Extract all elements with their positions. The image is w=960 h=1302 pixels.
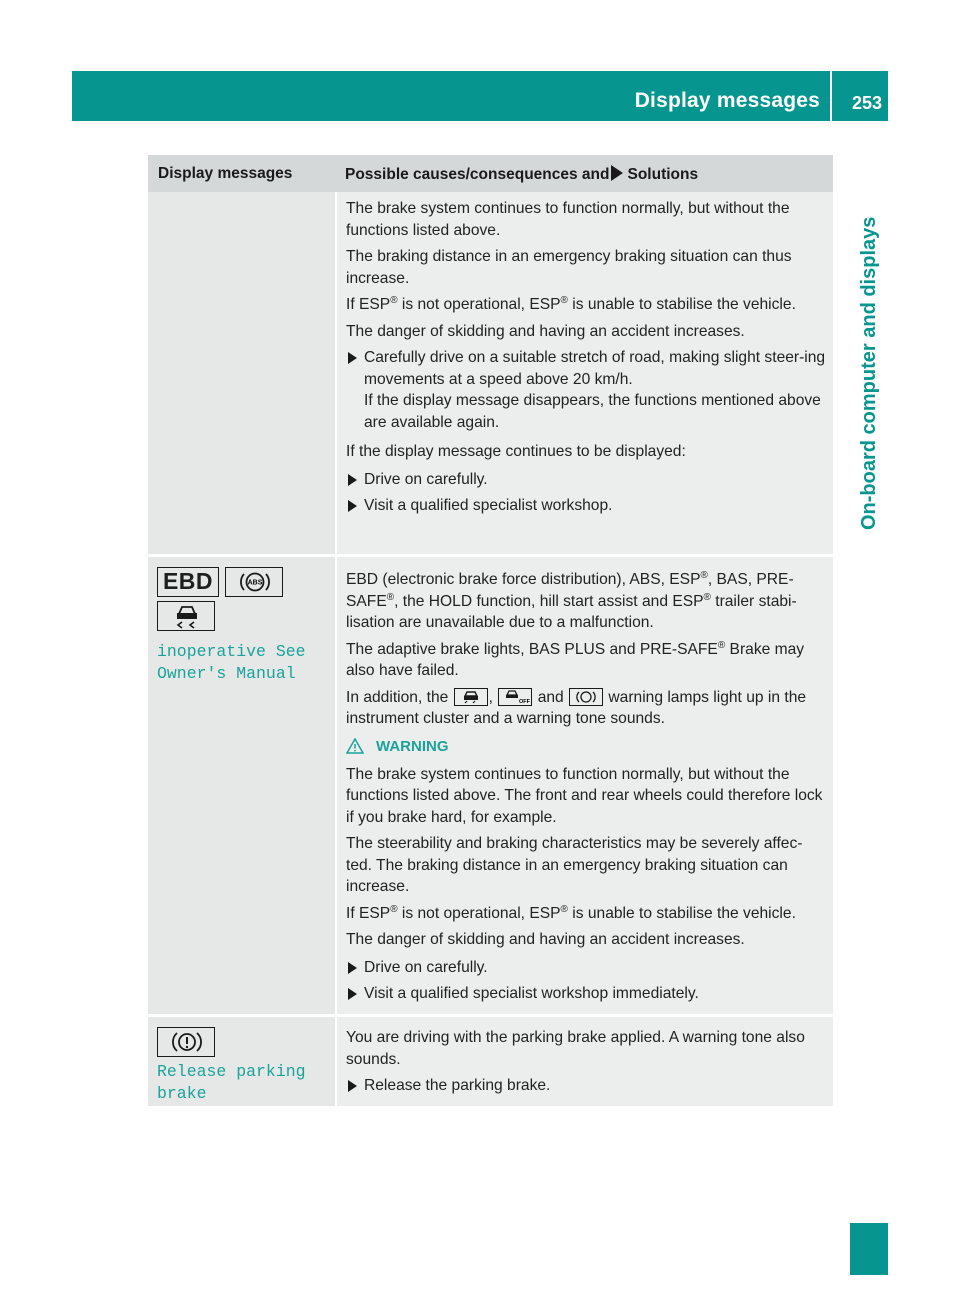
esp-off-icon <box>498 688 532 706</box>
column-header-causes: Possible causes/consequences and Solutions <box>345 166 699 183</box>
display-text: Release parking <box>157 1062 306 1081</box>
warning-heading: WARNING <box>346 738 827 755</box>
list-item: Drive on carefully. <box>346 957 827 979</box>
header-title: Display messages <box>634 89 820 112</box>
svg-text:ABS: ABS <box>248 579 263 587</box>
svg-text:OFF: OFF <box>519 698 531 705</box>
side-tab-marker <box>850 1223 888 1275</box>
warning-triangle-icon <box>346 738 364 754</box>
esp-skid-icon <box>454 688 488 706</box>
abs-icon <box>569 688 603 706</box>
page-header <box>72 71 888 121</box>
header-divider <box>830 71 832 121</box>
abs-icon <box>225 567 283 597</box>
table-row <box>148 554 833 1014</box>
side-tab-label: On-board computer and displays <box>858 216 880 530</box>
table-row <box>148 192 833 554</box>
bullet-arrow-icon <box>611 165 623 181</box>
display-messages-table <box>148 155 833 1106</box>
display-text: Owner's Manual <box>157 663 296 683</box>
list-item: Release the parking brake. <box>346 1075 827 1097</box>
ebd-icon: EBD <box>157 567 219 597</box>
list-item: Visit a qualified specialist workshop immediately. <box>346 983 827 1005</box>
parking-brake-icon <box>157 1027 215 1057</box>
display-message-cell <box>148 557 335 1014</box>
table-row <box>148 1014 833 1106</box>
causes-cell: The brake system continues to function normally, but without the functions listed above. The braking distance in an emergency braking situation can thus increase. If ESP® is not operational, ESP® is unable to stabilise the vehicle. The danger of skidding and having an accident increases. Carefully drive on a suitable stretch of road, making slight steer-ing movements at a speed above 20 km/h. If the display message disappears, the functions mentioned above are available again. If the display message continues to be displayed: Drive on carefully. Visit a qualified specialist workshop. <box>335 192 833 554</box>
page-number: 253 <box>851 93 882 113</box>
list-item: Carefully drive on a suitable stretch of road, making slight steer-ing movements at a speed above 20 km/h. If the display message disappears, the functions mentioned above are available again. <box>346 347 827 433</box>
display-text: brake <box>157 1083 207 1103</box>
list-item: Drive on carefully. <box>346 469 827 491</box>
esp-skid-icon <box>157 601 215 631</box>
display-message-cell <box>148 1017 335 1106</box>
causes-cell: You are driving with the parking brake applied. A warning tone also sounds. Release the parking brake. <box>335 1017 833 1106</box>
display-message-cell <box>148 192 335 554</box>
list-item: Visit a qualified specialist workshop. <box>346 495 827 517</box>
column-header-display-messages: Display messages <box>158 165 293 182</box>
causes-cell: EBD (electronic brake force distribution), ABS, ESP®, BAS, PRE-SAFE®, the HOLD function, hill start assist and ESP® trailer stabi-lisation are unavailable due to a malfunction. The adaptive brake lights, BAS PLUS and PRE-SAFE® Brake may also have failed. In addition, the , OFF and warning lamps light up in the instrument cluster and a warning tone sounds. WARNING The brake system continues to function normally, but without the functions listed above. The front and rear wheels could therefore lock if you brake hard, for example. The steerability and braking characteristics may be severely affec-ted. The braking distance in an emergency braking situation can increase. If ESP® is not operational, ESP® is unable to stabilise the vehicle. The danger of skidding and having an accident increases. Drive on carefully. Visit a qualified specialist workshop immediately. <box>335 557 833 1014</box>
table-header-row <box>148 155 833 192</box>
display-text: inoperative See <box>157 642 306 661</box>
